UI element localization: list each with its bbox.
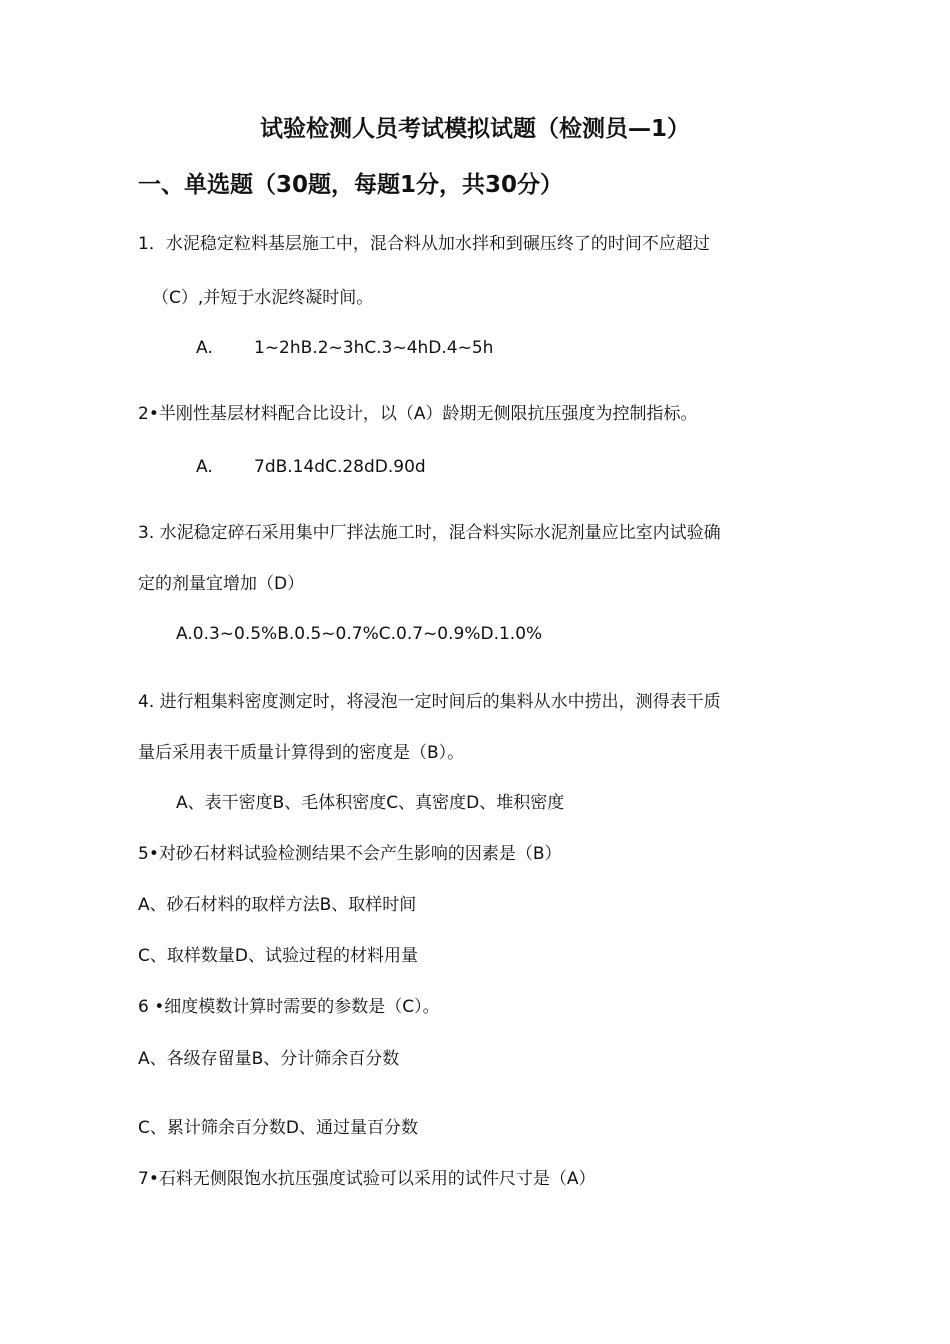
option-text: 1~2hB.2~3hC.3~4hD.4~5h bbox=[254, 338, 494, 358]
question-5-options-line-1: A、砂石材料的取样方法B、取样时间 bbox=[138, 895, 417, 915]
question-6-options-line-2: C、累计筛余百分数D、通过量百分数 bbox=[138, 1118, 418, 1138]
question-2-line-1: 2•半刚性基层材料配合比设计，以（A）龄期无侧限抗压强度为控制指标。 bbox=[138, 404, 698, 424]
question-6-line-1: 6 •细度模数计算时需要的参数是（C）。 bbox=[138, 997, 440, 1017]
question-4-line-1: 4. 进行粗集料密度测定时，将浸泡一定时间后的集料从水中捞出，测得表干质 bbox=[138, 692, 721, 712]
option-text: 7dB.14dC.28dD.90d bbox=[254, 457, 426, 477]
document-title: 试验检测人员考试模拟试题（检测员—1） bbox=[259, 116, 690, 142]
question-1-line-1: 1．水泥稳定粒料基层施工中，混合料从加水拌和到碾压终了的时间不应超过 bbox=[138, 234, 710, 254]
question-6-options-line-1: A、各级存留量B、分计筛余百分数 bbox=[138, 1049, 400, 1069]
question-4-options: A、表干密度B、毛体积密度C、真密度D、堆积密度 bbox=[176, 793, 565, 813]
question-7-line-1: 7•石料无侧限饱水抗压强度试验可以采用的试件尺寸是（A） bbox=[138, 1169, 596, 1189]
question-3-line-2: 定的剂量宜增加（D） bbox=[138, 574, 305, 594]
question-5-options-line-2: C、取样数量D、试验过程的材料用量 bbox=[138, 946, 418, 966]
option-letter: A. bbox=[196, 457, 213, 477]
question-4-line-2: 量后采用表干质量计算得到的密度是（B）。 bbox=[138, 743, 465, 763]
question-2-options bbox=[196, 455, 426, 479]
question-3-options: A.0.3~0.5%B.0.5~0.7%C.0.7~0.9%D.1.0% bbox=[176, 624, 543, 644]
question-1-options bbox=[196, 336, 493, 360]
section-heading: 一、单选题（30题，每题1分，共30分） bbox=[138, 172, 564, 198]
question-1-line-2: （C）,并短于水泥终凝时间。 bbox=[152, 288, 374, 308]
question-5-line-1: 5•对砂石材料试验检测结果不会产生影响的因素是（B） bbox=[138, 844, 562, 864]
option-letter: A. bbox=[196, 338, 213, 358]
question-3-line-1: 3. 水泥稳定碎石采用集中厂拌法施工时，混合料实际水泥剂量应比室内试验确 bbox=[138, 523, 721, 543]
